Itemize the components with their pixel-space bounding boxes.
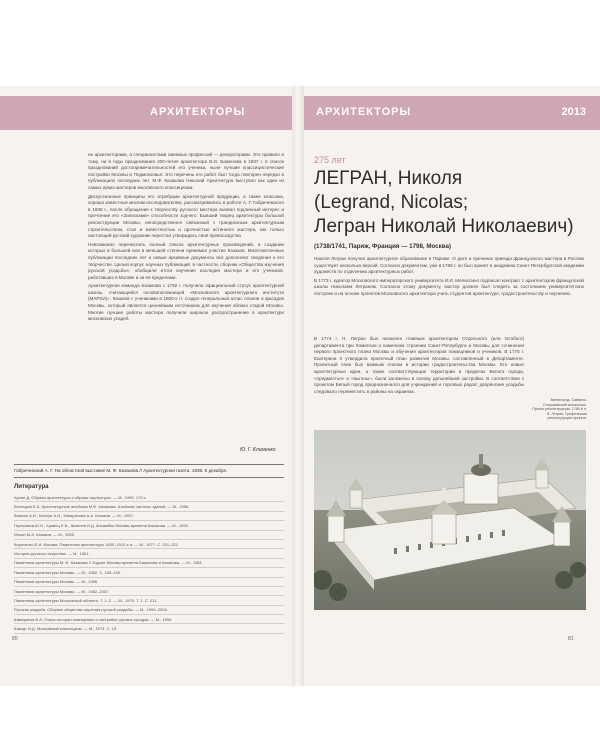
right-header-band: [304, 96, 600, 130]
literature-item: Русская усадьба. Сборник общества изучения русской усадьбы. — М., 1994–2008.: [14, 606, 284, 615]
literature-item: Шмидт И.Д. Московский классицизм. — М., 1974. С. 13.: [14, 624, 284, 633]
author-signature: Ю. Г. Клименко: [240, 447, 276, 453]
left-paragraph: Дискуссионные принципы его атрибуции архитектурной продукции, а также классика, хорошо известные многим исследователям, рассматривались в работе А. Г. Габричевского в 1938 г., после обращения к творчеству русского мастера вызвал подлинный интерес и прочтение его «Записками» способности зодчего. Бывший творец архитектуры большой реконструкции Москвы, непосредственно связанный с грандиозным архитектурным строительством, стал и известностью и прочностью истинного мастера, как только настоящий русский художник перестал утверждать своё превосходство.: [88, 193, 284, 239]
literature-item: Памятники архитектуры Москвы. — М., 1982–2007.: [14, 587, 284, 596]
right-body-text: [314, 256, 584, 300]
literature-item: Памятники архитектуры Москвы. — М., 1996.: [14, 578, 284, 587]
architect-name: [314, 167, 584, 239]
name-line: ЛЕГРАН, Николя: [314, 168, 463, 189]
literature-item: Белецкая Е.А. Архитектурные альбомы М.Ф. Казакова. Альбомы частных зданий. — М., 1956.: [14, 502, 284, 511]
right-paragraph: В 1774 г. Н. Легран был назначен главным архитектором Отдельного (или Особого) департамента при Комиссии о каменном строении Санкт-Петербурга и Москвы для сочинения первого проектного плана Москвы и обучения архитекторов помощников и учеников. В 1775 г. Екатерина II утвердила проектный план развития Москвы, составленный в Департаменте. Проектный план был важным этапом в истории градостроительства Москвы. Его новые архитектурные идеи, а также соответствующие территории в пределах Белого города, «предместья» и «выгоны», были заложены в основу дальнейшей застройки. В соответствии с проектом Белый город предназначался для учреждений и торговых рядов; дворянские усадьбы следовало переместить в районы на окраинах.: [314, 336, 524, 394]
left-paragraph: Невозможно перечислить полный список архитектурных произведений, в создании которых в большей или в меньшей степени принимал участие Казаков. Многочисленные публикации последних лет и новые архивные документы все дополняют сведения о его творчестве. Целый корпус научных публикаций, в частности, сборник «Общества изучения русской усадьбы», обобщили итоги изучения наследия мастера и его учеников, работавших в Москве и за её пределами.: [88, 241, 284, 280]
right-header-title: АРХИТЕКТОРЫ: [316, 106, 412, 118]
birth-death-line: (1738/1741, Париж, Франция — 1798, Москва): [314, 243, 451, 250]
literature-item: Архин Д. Образы архитектуры и образы скульптуры. — М., 1990. 170 с.: [14, 493, 284, 502]
right-body-text-2: [314, 336, 524, 397]
literature-item: Кириченко Е.И. Москва. Памятники архитектуры 1830–1910-х гг. — М., 1977. С. 201–221.: [14, 540, 284, 549]
literature-list: [14, 493, 284, 634]
name-line: Легран Николай Николаевич): [314, 216, 574, 237]
literature-item: Ильин М.А. Казаков. — М., 1955.: [14, 531, 284, 540]
left-header-title: АРХИТЕКТОРЫ: [150, 106, 246, 118]
right-page-number: 81: [568, 636, 574, 642]
anniversary-label: 275 лет: [314, 155, 346, 165]
literature-item: История русского искусства. — М., 1961.: [14, 549, 284, 558]
right-paragraph: В 1773 г. куратор Московского императорского университета И.И. Мелиссино подписал контракт с архитектором французской школы Николаем Леграном. Согласно этому документу, мастер должен был следить за состоянием университетских построек и на основе проектов Московского архитектора учить студентов архитектуре, градостроительству и черчению.: [314, 277, 584, 296]
left-caption-box: Габричевский А. Г. На областной выставке М. Ф. Казакова // Архитектурная газета. 1938. 5 декабря.: [14, 464, 284, 478]
left-paragraph: не архитекторами, а специалистами смежных профессий — декораторами. Это правило и тому, ни в годы празднования 200-летия архитектора В.И. Баженова в 1937 г. в список празднований достопримечательностей его ученика, ныне лучшие классицистические постройки Москвы и Подмосковья. Это перечень его работ был тогда повторен нередко в публикациях последних лет. М.Ф. Казакова Николай Архитектура выступил как один из самых ярких мастеров московского классицизма.: [88, 152, 284, 190]
literature-item: Памятники архитектуры Московской области. Т. 1–2. — М., 1975. Т. 1. С. 211.: [14, 596, 284, 605]
book-gutter: [292, 86, 304, 686]
literature-item: Памятники архитектуры М. Ф. Казакова // Зодчие Москвы времени Баженова и Казакова. — М., 1981.: [14, 559, 284, 568]
photo-caption: Звенигород. Саввино-Сторожевский монастырь. Проект реконструкции. 1780-е гг. Н. Легран. Графическая реконструкция проекта.: [532, 398, 587, 421]
literature-item: Власюк А.И., Каплун А.И., Кипарисова А.А. Казаков. — М., 1957.: [14, 512, 284, 521]
right-paragraph: Николя Легран получил архитектурное образование в Париже. О дате и причинах приезда французского мастера в Россию существует несколько версий. Согласно документам, уже в 1768 г. он был принят в академию Санкт-Петербургской академии художеств по отделению архитектурных работ.: [314, 256, 584, 275]
name-line: (Legrand, Nicolas;: [314, 192, 469, 213]
literature-title: Литература: [14, 484, 49, 490]
literature-item: Памятники архитектуры Москвы. — М., 1982. С. 105–109.: [14, 568, 284, 577]
left-body-text: [88, 152, 284, 325]
monastery-photo-icon: [314, 430, 586, 610]
literature-item: Шквариков В.А. Очерк истории планировки и застройки русских городов. — М., 1954.: [14, 615, 284, 624]
left-paragraph: Архитектурная команда Казакова с 1792 г. получила официальный статус архитектурной школы, считающейся основоположницей «Московского архитектурного института (МАРХИ)». Казаков с учениками в 1800-х гг. создал генеральный атлас планов и фасадов Москвы, который является ценнейшим источником для изучения облика старой Москвы. Многие лучшие работы мастера получили широкое распространение в архитектуре московских усадеб.: [88, 283, 284, 322]
left-header-band: [0, 96, 292, 130]
left-page-number: 80: [12, 636, 18, 642]
literature-item: Герасимов Ю.Н., Кравец Е.В., Шмелев И.Д. Ансамбли Москвы времени Казакова. — М., 1990.: [14, 521, 284, 530]
right-header-year: 2013: [561, 106, 586, 118]
